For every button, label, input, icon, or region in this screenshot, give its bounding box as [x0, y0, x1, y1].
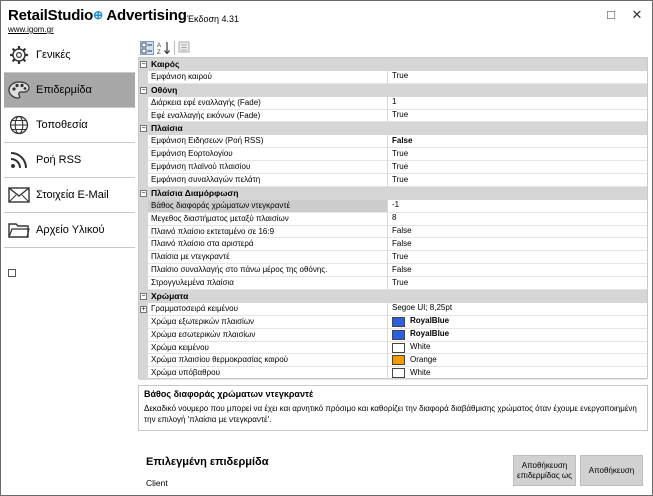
property-value[interactable]: True [388, 277, 647, 290]
property-grid [138, 57, 648, 379]
property-name: Γραμματοσειρά κειμένου [148, 303, 388, 316]
logo-mark-icon: ⊕ [93, 8, 103, 22]
category-frame-layout[interactable]: − Πλαίσια Διαμόρφωση [139, 187, 647, 200]
save-skin-as-button[interactable]: Αποθήκευση επιδερμίδας ως [513, 455, 576, 486]
property-description-panel [138, 385, 648, 431]
selected-skin-label: Επιλεγμένη επιδερμίδα [146, 456, 269, 468]
property-value[interactable]: True [388, 174, 647, 187]
property-value[interactable]: True [388, 251, 647, 264]
sidebar-item-media-file[interactable] [4, 213, 135, 248]
property-name: Εμφάνιση πλαϊνού πλαισίου [148, 161, 388, 174]
sort-az-icon[interactable] [157, 41, 171, 55]
property-pages-icon[interactable] [178, 41, 192, 55]
property-row[interactable] [139, 213, 647, 226]
collapse-toggle[interactable]: − [141, 125, 146, 133]
property-value[interactable]: -1 [388, 200, 647, 213]
property-value[interactable]: True [388, 148, 647, 161]
categorized-icon[interactable] [140, 41, 154, 55]
property-name: Εμφάνιση Ειδησεων (Ροή RSS) [148, 135, 388, 148]
property-name: Χρώμα εξωτερικών πλαισίων [148, 316, 388, 329]
property-name: Εμφάνιση Εορτολογίου [148, 148, 388, 161]
sidebar-item-label: Ροή RSS [36, 154, 82, 166]
property-row[interactable] [139, 277, 647, 290]
property-row[interactable] [139, 148, 647, 161]
property-value[interactable]: White [388, 342, 647, 355]
gear-icon [8, 44, 30, 66]
property-value[interactable]: False [388, 135, 647, 148]
property-row[interactable] [139, 251, 647, 264]
property-name: Πλαίσια με ντεγκραντέ [148, 251, 388, 264]
folder-icon [8, 219, 30, 241]
version-label: Έκδοση 4.31 [187, 14, 240, 24]
svg-text:A: A [157, 43, 162, 49]
sidebar-item-email[interactable] [4, 178, 135, 213]
sidebar-item-label: Γενικές [36, 49, 71, 61]
save-button[interactable]: Αποθήκευση [580, 455, 643, 486]
svg-text:Z: Z [157, 50, 161, 55]
property-value[interactable]: True [388, 110, 647, 123]
property-row[interactable] [139, 226, 647, 239]
property-value[interactable]: Orange [388, 354, 647, 367]
color-swatch [392, 330, 405, 340]
property-row[interactable] [139, 238, 647, 251]
property-row[interactable] [139, 342, 647, 355]
sidebar-item-general[interactable] [4, 38, 135, 73]
color-swatch [392, 368, 405, 378]
property-row[interactable] [139, 71, 647, 84]
category-screen[interactable]: − Οθόνη [139, 84, 647, 97]
sidebar-item-skin[interactable] [4, 73, 135, 108]
category-colors[interactable]: − Χρώματα [139, 290, 647, 303]
property-name: Πλαινό πλαίσιο εκτεταμένο σε 16:9 [148, 226, 388, 239]
property-name: Χρώμα εσωτερικών πλαισίων [148, 329, 388, 342]
description-text: Δεκαδικό νουμερο που μπορεί να έχει και αρνητικό πρόσιμο και καθορίζει την διαφορά διαβάθμισης χρώματος όταν έχουμε ενεργοποιημένη την επιλογή 'πλαίσια με ντεγκραντέ'. [144, 404, 637, 424]
website-link[interactable]: www.igom.gr [8, 25, 54, 34]
logo-suffix: Advertising [106, 7, 187, 24]
property-name: Πλαινό πλαίσιο στα αριστερά [148, 238, 388, 251]
property-value[interactable]: RoyalBlue [388, 329, 647, 342]
close-button[interactable]: ✕ [631, 7, 643, 22]
property-row[interactable] [139, 97, 647, 110]
sidebar-item-label: Αρχείο Υλικού [36, 224, 105, 236]
property-name: Χρώμα υπόβαθρου [148, 367, 388, 380]
property-row[interactable] [139, 174, 647, 187]
collapse-toggle[interactable]: − [141, 293, 146, 301]
palette-icon [8, 79, 30, 101]
property-value[interactable]: White [388, 367, 647, 380]
collapse-toggle[interactable]: − [141, 61, 146, 68]
property-name: Μεγεθος διαστήματος μεταξύ πλαισίων [148, 213, 388, 226]
rss-icon [8, 149, 30, 171]
property-row[interactable] [139, 135, 647, 148]
category-weather[interactable]: − Καιρός [139, 58, 647, 71]
selected-skin-value: Client [146, 478, 168, 488]
property-row[interactable] [139, 367, 647, 380]
property-name: Βάθος διαφοράς χρώματων ντεγκραντέ [148, 200, 388, 213]
app-logo [8, 7, 187, 24]
property-value[interactable]: False [388, 264, 647, 277]
property-value[interactable]: 8 [388, 213, 647, 226]
property-value[interactable]: True [388, 71, 647, 84]
sidebar-item-location[interactable] [4, 108, 135, 143]
property-row[interactable] [139, 303, 647, 316]
property-value[interactable]: False [388, 226, 647, 239]
envelope-icon [8, 184, 30, 206]
color-swatch [392, 317, 405, 327]
property-name: Χρώμα κειμένου [148, 342, 388, 355]
category-frames[interactable]: − Πλαίσια [139, 122, 647, 135]
sidebar-item-label: Τοποθεσία [36, 119, 88, 131]
property-name: Χρώμα πλαισίου θερμοκρασίας καιρού [148, 354, 388, 367]
globe-icon [8, 114, 30, 136]
property-name: Διάρκεια εφέ εναλλαγής (Fade) [148, 97, 388, 110]
property-row[interactable] [139, 161, 647, 174]
property-row-selected[interactable] [139, 200, 647, 213]
logo-text: RetailStudio [8, 7, 94, 24]
property-name: Εμφάνιση συναλλαγών πελάτη [148, 174, 388, 187]
property-row[interactable] [139, 110, 647, 123]
sidebar-item-label: Επιδερμίδα [36, 84, 92, 96]
property-row[interactable] [139, 354, 647, 367]
property-name: Εφέ εναλλαγής εικόνων (Fade) [148, 110, 388, 123]
property-value[interactable]: Segoe UI; 8,25pt [388, 303, 647, 316]
color-swatch [392, 343, 405, 353]
property-value[interactable]: RoyalBlue [388, 316, 647, 329]
property-value[interactable]: 1 [388, 97, 647, 110]
property-row[interactable] [139, 316, 647, 329]
property-name: Στρογγυλεμένα πλαίσια [148, 277, 388, 290]
property-value[interactable]: False [388, 238, 647, 251]
property-name: Εμφάνιση καιρού [148, 71, 388, 84]
description-title: Βάθος διαφοράς χρώματων ντεγκραντέ [144, 389, 314, 399]
sidebar-item-label: Στοιχεία E-Mail [36, 189, 109, 201]
property-name: Πλαίσιο συναλλαγής στο πάνω μέρος της οθόνης. [148, 264, 388, 277]
property-grid-toolbar [138, 39, 648, 57]
toolbar-divider [174, 41, 175, 55]
property-value[interactable]: True [388, 161, 647, 174]
property-row[interactable] [139, 264, 647, 277]
color-swatch [392, 355, 405, 365]
sidebar-item-rss[interactable] [4, 143, 135, 178]
sidebar [4, 38, 135, 248]
sidebar-checkbox[interactable] [8, 269, 16, 277]
collapse-toggle[interactable]: − [141, 189, 146, 197]
expand-toggle[interactable]: + [141, 305, 146, 313]
collapse-toggle[interactable]: − [141, 86, 146, 94]
maximize-button[interactable]: □ [607, 7, 615, 22]
property-row[interactable] [139, 329, 647, 342]
